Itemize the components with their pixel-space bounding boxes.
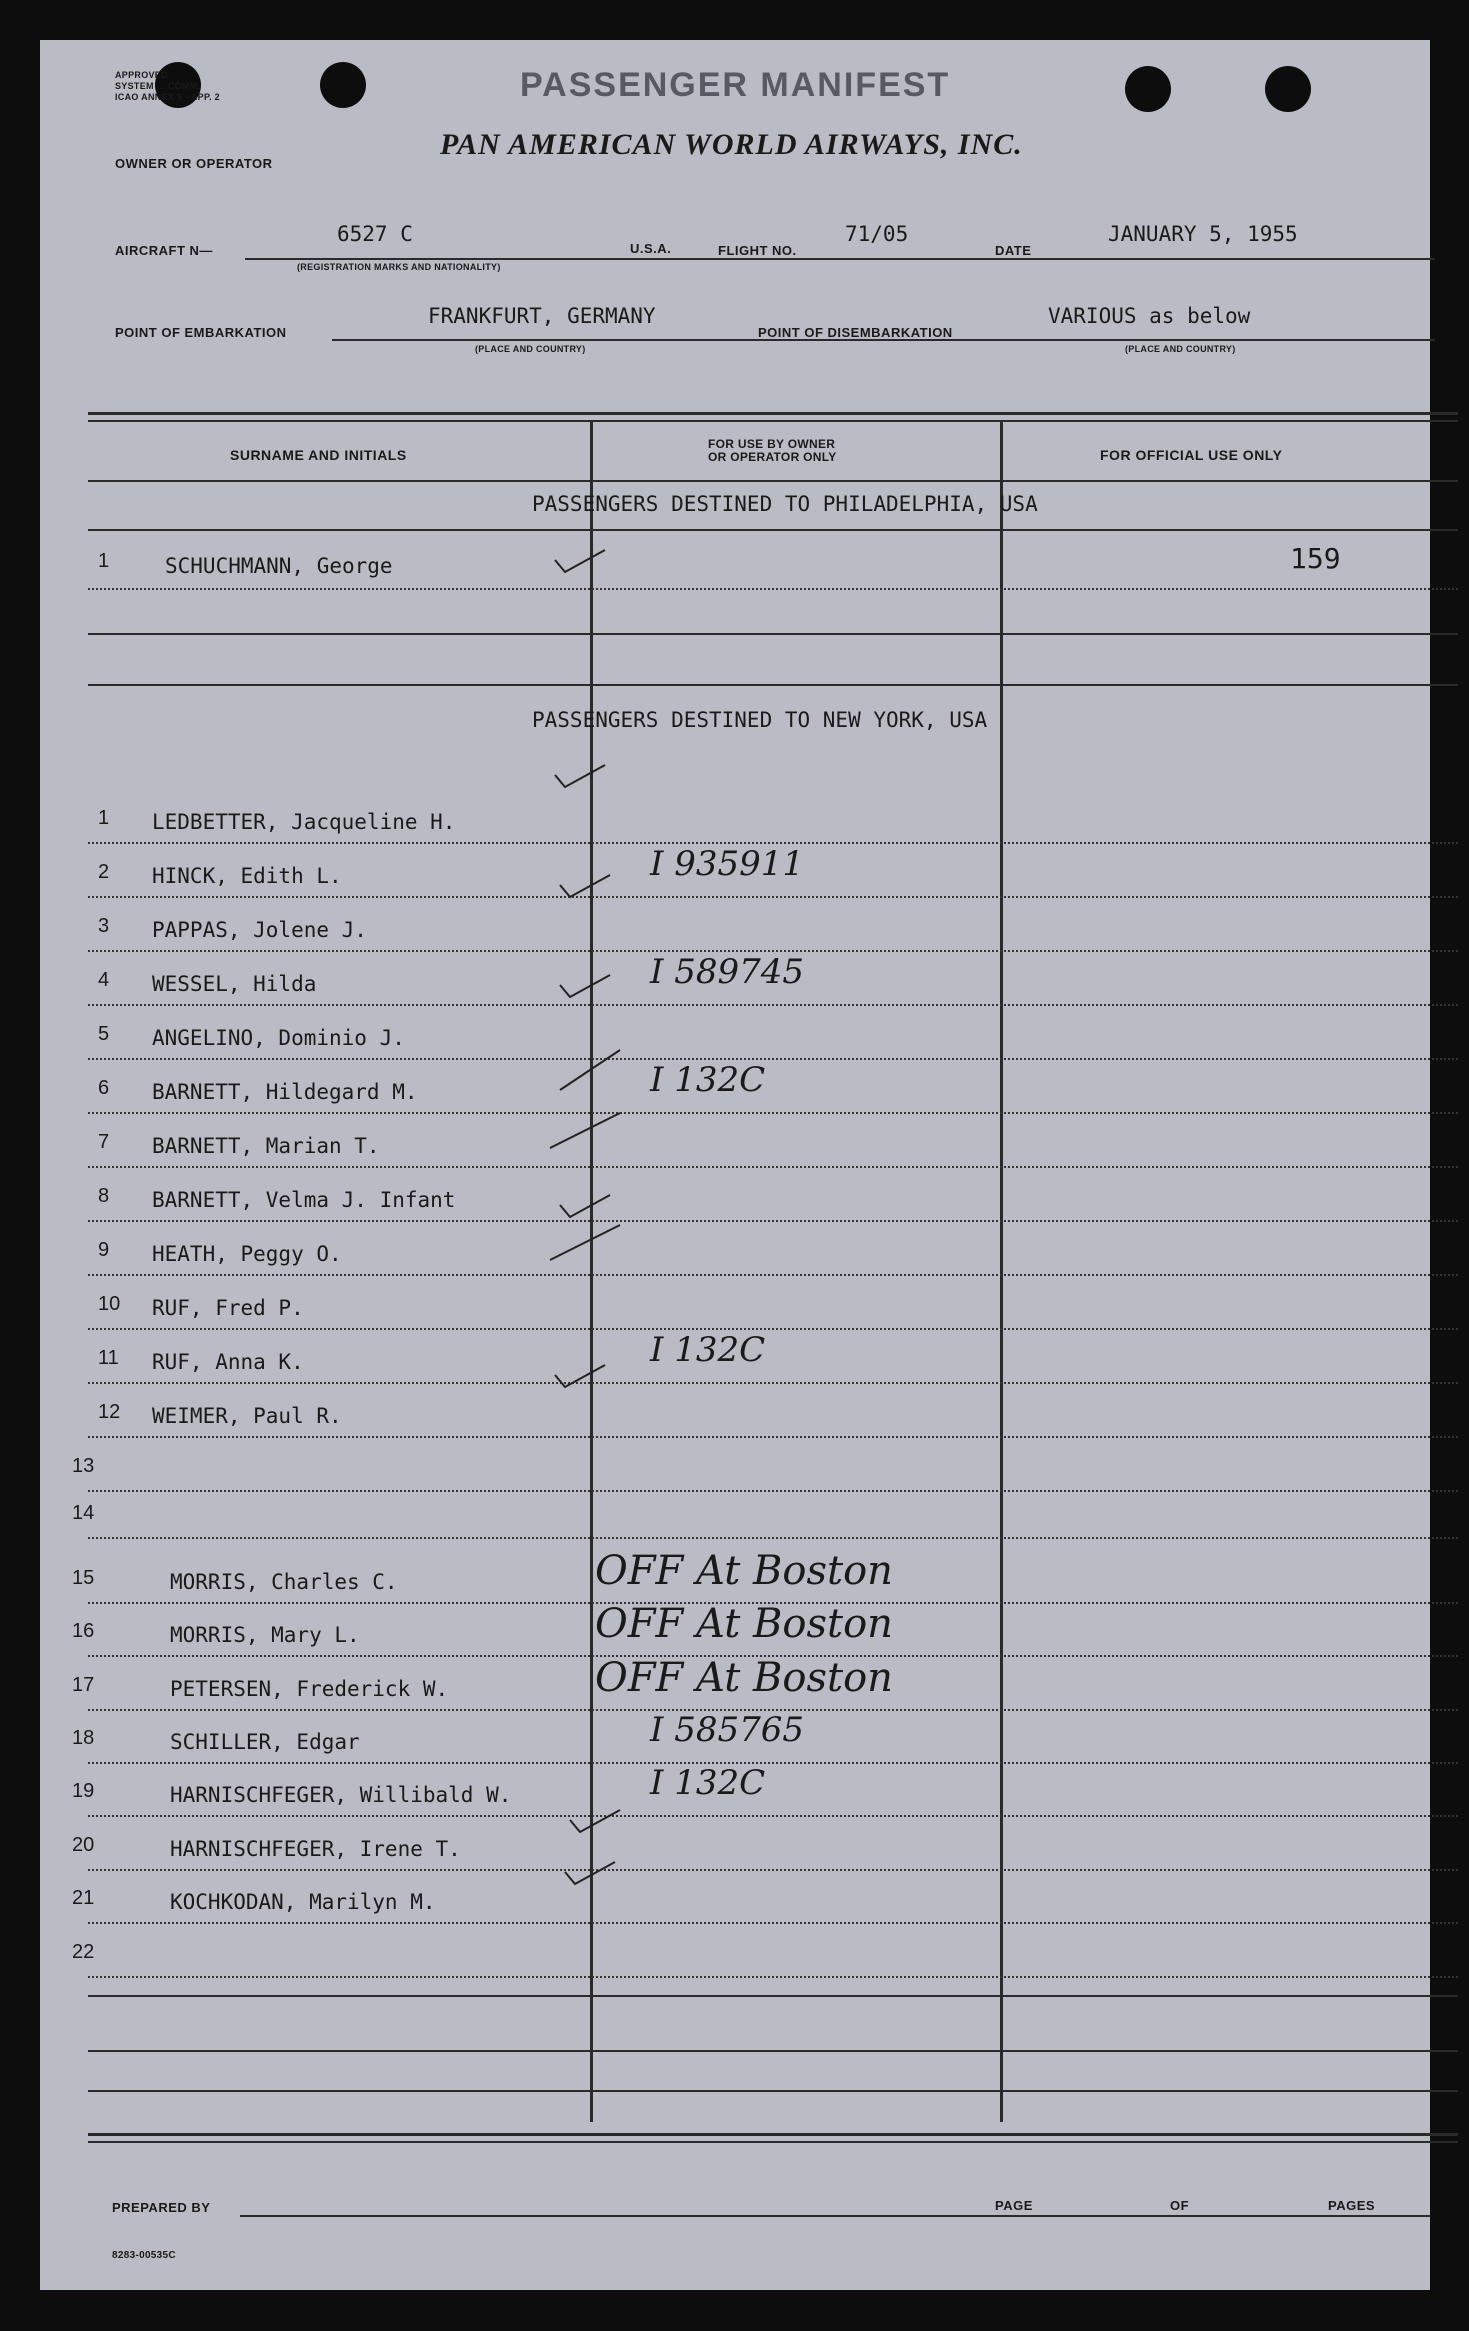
row-number: 21 [72,1887,95,1909]
check-icon [555,765,605,787]
page-title: PASSENGER MANIFEST [520,66,951,104]
passenger-name: ANGELINO, Dominio J. [152,1026,405,1050]
check-icon [560,1050,620,1090]
approval-line: ICAO ANNEX 9 - APP. 2 [115,92,220,102]
row-number: 22 [72,1941,95,1963]
handwritten-note: I 132C [650,1763,766,1803]
row-number: 6 [98,1077,110,1099]
handwritten-note: OFF At Boston [595,1548,893,1594]
official-number: 159 [1290,542,1341,575]
passenger-name: BARNETT, Velma J. Infant [152,1188,456,1212]
row-number: 9 [98,1239,110,1261]
row-number: 8 [98,1185,110,1207]
check-icon [550,1113,620,1148]
handwritten-note: I 132C [650,1330,766,1370]
aircraft-label: AIRCRAFT N— [115,243,213,258]
passenger-name: MORRIS, Mary L. [170,1623,360,1647]
passenger-name: KOCHKODAN, Marilyn M. [170,1890,436,1914]
row-number: 16 [72,1620,95,1642]
handwritten-note: I 589745 [650,952,805,992]
row-number: 1 [98,550,110,572]
official-header: FOR OFFICIAL USE ONLY [1100,447,1283,463]
check-icon [550,1225,620,1260]
row-number: 10 [98,1293,121,1315]
manifest-sheet [40,40,1430,2290]
handwritten-note: I 935911 [650,844,805,884]
passenger-name: BARNETT, Marian T. [152,1134,380,1158]
handwritten-note: OFF At Boston [595,1601,893,1647]
date-label: DATE [995,243,1032,258]
row-number: 4 [98,969,110,991]
passenger-name: PETERSEN, Frederick W. [170,1677,449,1701]
approval-line: SYSTEM ... COMM. [115,81,201,91]
section-heading-philadelphia: PASSENGERS DESTINED TO PHILADELPHIA, USA [532,492,1038,516]
passenger-name: LEDBETTER, Jacqueline H. [152,810,456,834]
row-number: 7 [98,1131,110,1153]
check-icon [555,550,605,572]
passenger-name: BARNETT, Hildegard M. [152,1080,418,1104]
passenger-name: HINCK, Edith L. [152,864,342,888]
disembark-label: POINT OF DISEMBARKATION [758,325,953,340]
passenger-name: MORRIS, Charles C. [170,1570,398,1594]
flight-label: FLIGHT NO. [718,243,797,258]
passenger-name: WESSEL, Hilda [152,972,317,996]
passenger-name: SCHILLER, Edgar [170,1730,360,1754]
aircraft-value: 6527 C [337,222,413,246]
date-value: JANUARY 5, 1955 [1108,222,1298,246]
handwritten-note: OFF At Boston [595,1655,893,1701]
passenger-name: PAPPAS, Jolene J. [152,918,367,942]
row-number: 3 [98,915,110,937]
section-heading-new-york: PASSENGERS DESTINED TO NEW YORK, USA [532,708,988,732]
row-number: 20 [72,1834,95,1856]
airline-name: PAN AMERICAN WORLD AIRWAYS, INC. [440,128,1023,161]
check-icon [560,875,610,897]
prepared-label: PREPARED BY [112,2200,211,2215]
row-number: 12 [98,1401,121,1423]
row-number: 1 [98,807,110,829]
embark-label: POINT OF EMBARKATION [115,325,287,340]
row-number: 17 [72,1674,95,1696]
check-icon [560,1195,610,1217]
disembark-value: VARIOUS as below [1048,304,1251,328]
row-number: 2 [98,861,110,883]
passenger-name: HARNISCHFEGER, Willibald W. [170,1783,512,1807]
owner-label: OWNER OR OPERATOR [115,156,273,171]
pages-label: PAGES [1328,2198,1376,2213]
handwritten-note: I 132C [650,1060,766,1100]
disembark-caption: (PLACE AND COUNTRY) [1125,344,1236,354]
surname-header: SURNAME AND INITIALS [230,447,407,463]
usa-label: U.S.A. [630,241,672,256]
passenger-name: RUF, Anna K. [152,1350,304,1374]
check-icon [570,1810,620,1832]
row-number: 13 [72,1455,95,1477]
approval-line: APPROVED [115,70,168,80]
row-number: 14 [72,1502,95,1524]
embark-caption: (PLACE AND COUNTRY) [475,344,586,354]
row-number: 18 [72,1727,95,1749]
check-icon [565,1862,615,1884]
passenger-name: RUF, Fred P. [152,1296,304,1320]
row-number: 5 [98,1023,110,1045]
passenger-name: SCHUCHMANN, George [165,554,393,578]
check-marks [40,40,1430,2290]
passenger-name: HEATH, Peggy O. [152,1242,342,1266]
row-number: 11 [98,1347,119,1369]
form-number: 8283-00535C [112,2250,176,2261]
embark-value: FRANKFURT, GERMANY [428,304,656,328]
row-number: 15 [72,1567,95,1589]
passenger-name: WEIMER, Paul R. [152,1404,342,1428]
flight-value: 71/05 [845,222,909,246]
passenger-name: HARNISCHFEGER, Irene T. [170,1837,461,1861]
owner-use-header-2: OR OPERATOR ONLY [708,450,837,464]
registration-caption: (REGISTRATION MARKS AND NATIONALITY) [297,262,501,272]
check-icon [555,1365,605,1387]
row-number: 19 [72,1780,95,1802]
handwritten-note: I 585765 [650,1710,805,1750]
page-label: PAGE [995,2198,1033,2213]
check-icon [560,975,610,997]
owner-use-header: FOR USE BY OWNER [708,437,836,451]
of-label: OF [1170,2198,1190,2213]
